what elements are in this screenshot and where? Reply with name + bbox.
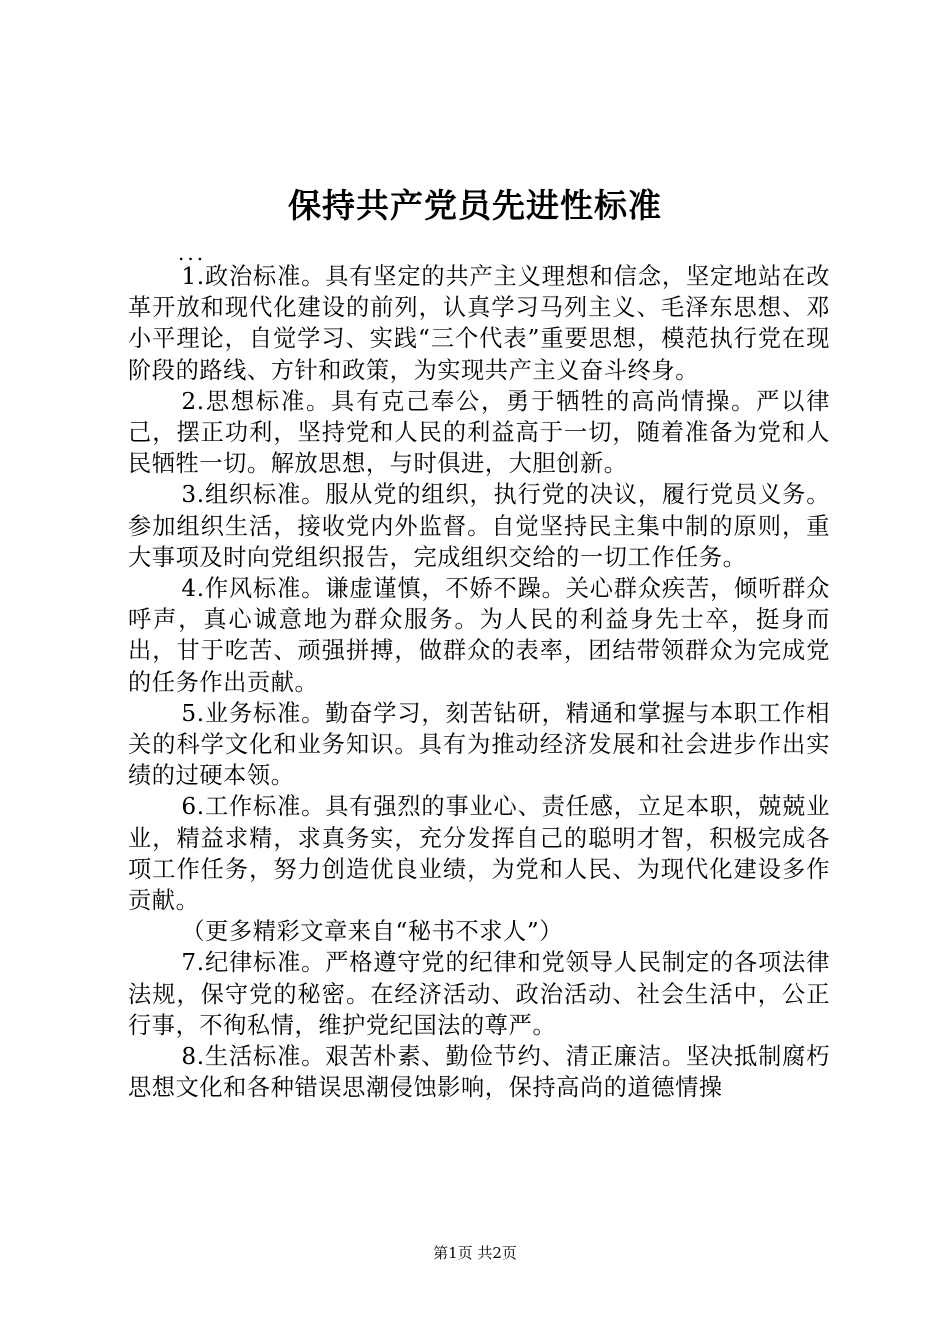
paragraph-professional-standard: 5.业务标准。勤奋学习，刻苦钻研，精通和掌握与本职工作相关的科学文化和业务知识。具有为推动经济发展和社会进步作出实绩的过硬本领。 bbox=[128, 699, 830, 790]
paragraph-style-standard: 4.作风标准。谦虚谨慎，不娇不躁。关心群众疾苦，倾听群众呼声，真心诚意地为群众服务。为人民的利益身先士卒，挺身而出，甘于吃苦、顽强拼搏，做群众的表率，团结带领群众为完成党的任务作出贡献。 bbox=[128, 575, 830, 696]
page-footer: 第1页 共2页 bbox=[433, 1244, 517, 1262]
paragraph-discipline-standard: 7.纪律标准。严格遵守党的纪律和党领导人民制定的各项法律法规，保守党的秘密。在经济活动、政治活动、社会生活中，公正行事，不徇私情，维护党纪国法的尊严。 bbox=[128, 949, 830, 1039]
paragraph-political-standard: 1.政治标准。具有坚定的共产主义理想和信念，坚定地站在改革开放和现代化建设的前列，认真学习马列主义、毛泽东思想、邓小平理论，自觉学习、实践“三个代表”重要思想，模范执行党在现阶段的路线、方针和政策，为实现共产主义奋斗终身。 bbox=[128, 263, 830, 384]
document-body bbox=[128, 261, 830, 1103]
paragraph-organizational-standard: 3.组织标准。服从党的组织，执行党的决议，履行党员义务。参加组织生活，接收党内外监督。自觉坚持民主集中制的原则，重大事项及时向党组织报告，完成组织交给的一切工作任务。 bbox=[128, 481, 830, 571]
ellipsis-mark: ... bbox=[178, 241, 207, 265]
document-title: 保持共产党员先进性标准 bbox=[288, 186, 662, 225]
paragraph-ideological-standard: 2.思想标准。具有克己奉公，勇于牺牲的高尚情操。严以律己，摆正功利，坚持党和人民的利益高于一切，随着准备为党和人民牺牲一切。解放思想，与时俱进，大胆创新。 bbox=[128, 387, 830, 478]
paragraph-source-note: （更多精彩文章来自“秘书不求人”） bbox=[181, 918, 564, 946]
paragraph-work-standard: 6.工作标准。具有强烈的事业心、责任感，立足本职，兢兢业业，精益求精，求真务实，充分发挥自己的聪明才智，积极完成各项工作任务，努力创造优良业绩，为党和人民、为现代化建设多作贡献。 bbox=[128, 793, 830, 915]
paragraph-life-standard: 8.生活标准。艰苦朴素、勤俭节约、清正廉洁。坚决抵制腐朽思想文化和各种错误思潮侵蚀影响，保持高尚的道德情操 bbox=[128, 1043, 830, 1102]
